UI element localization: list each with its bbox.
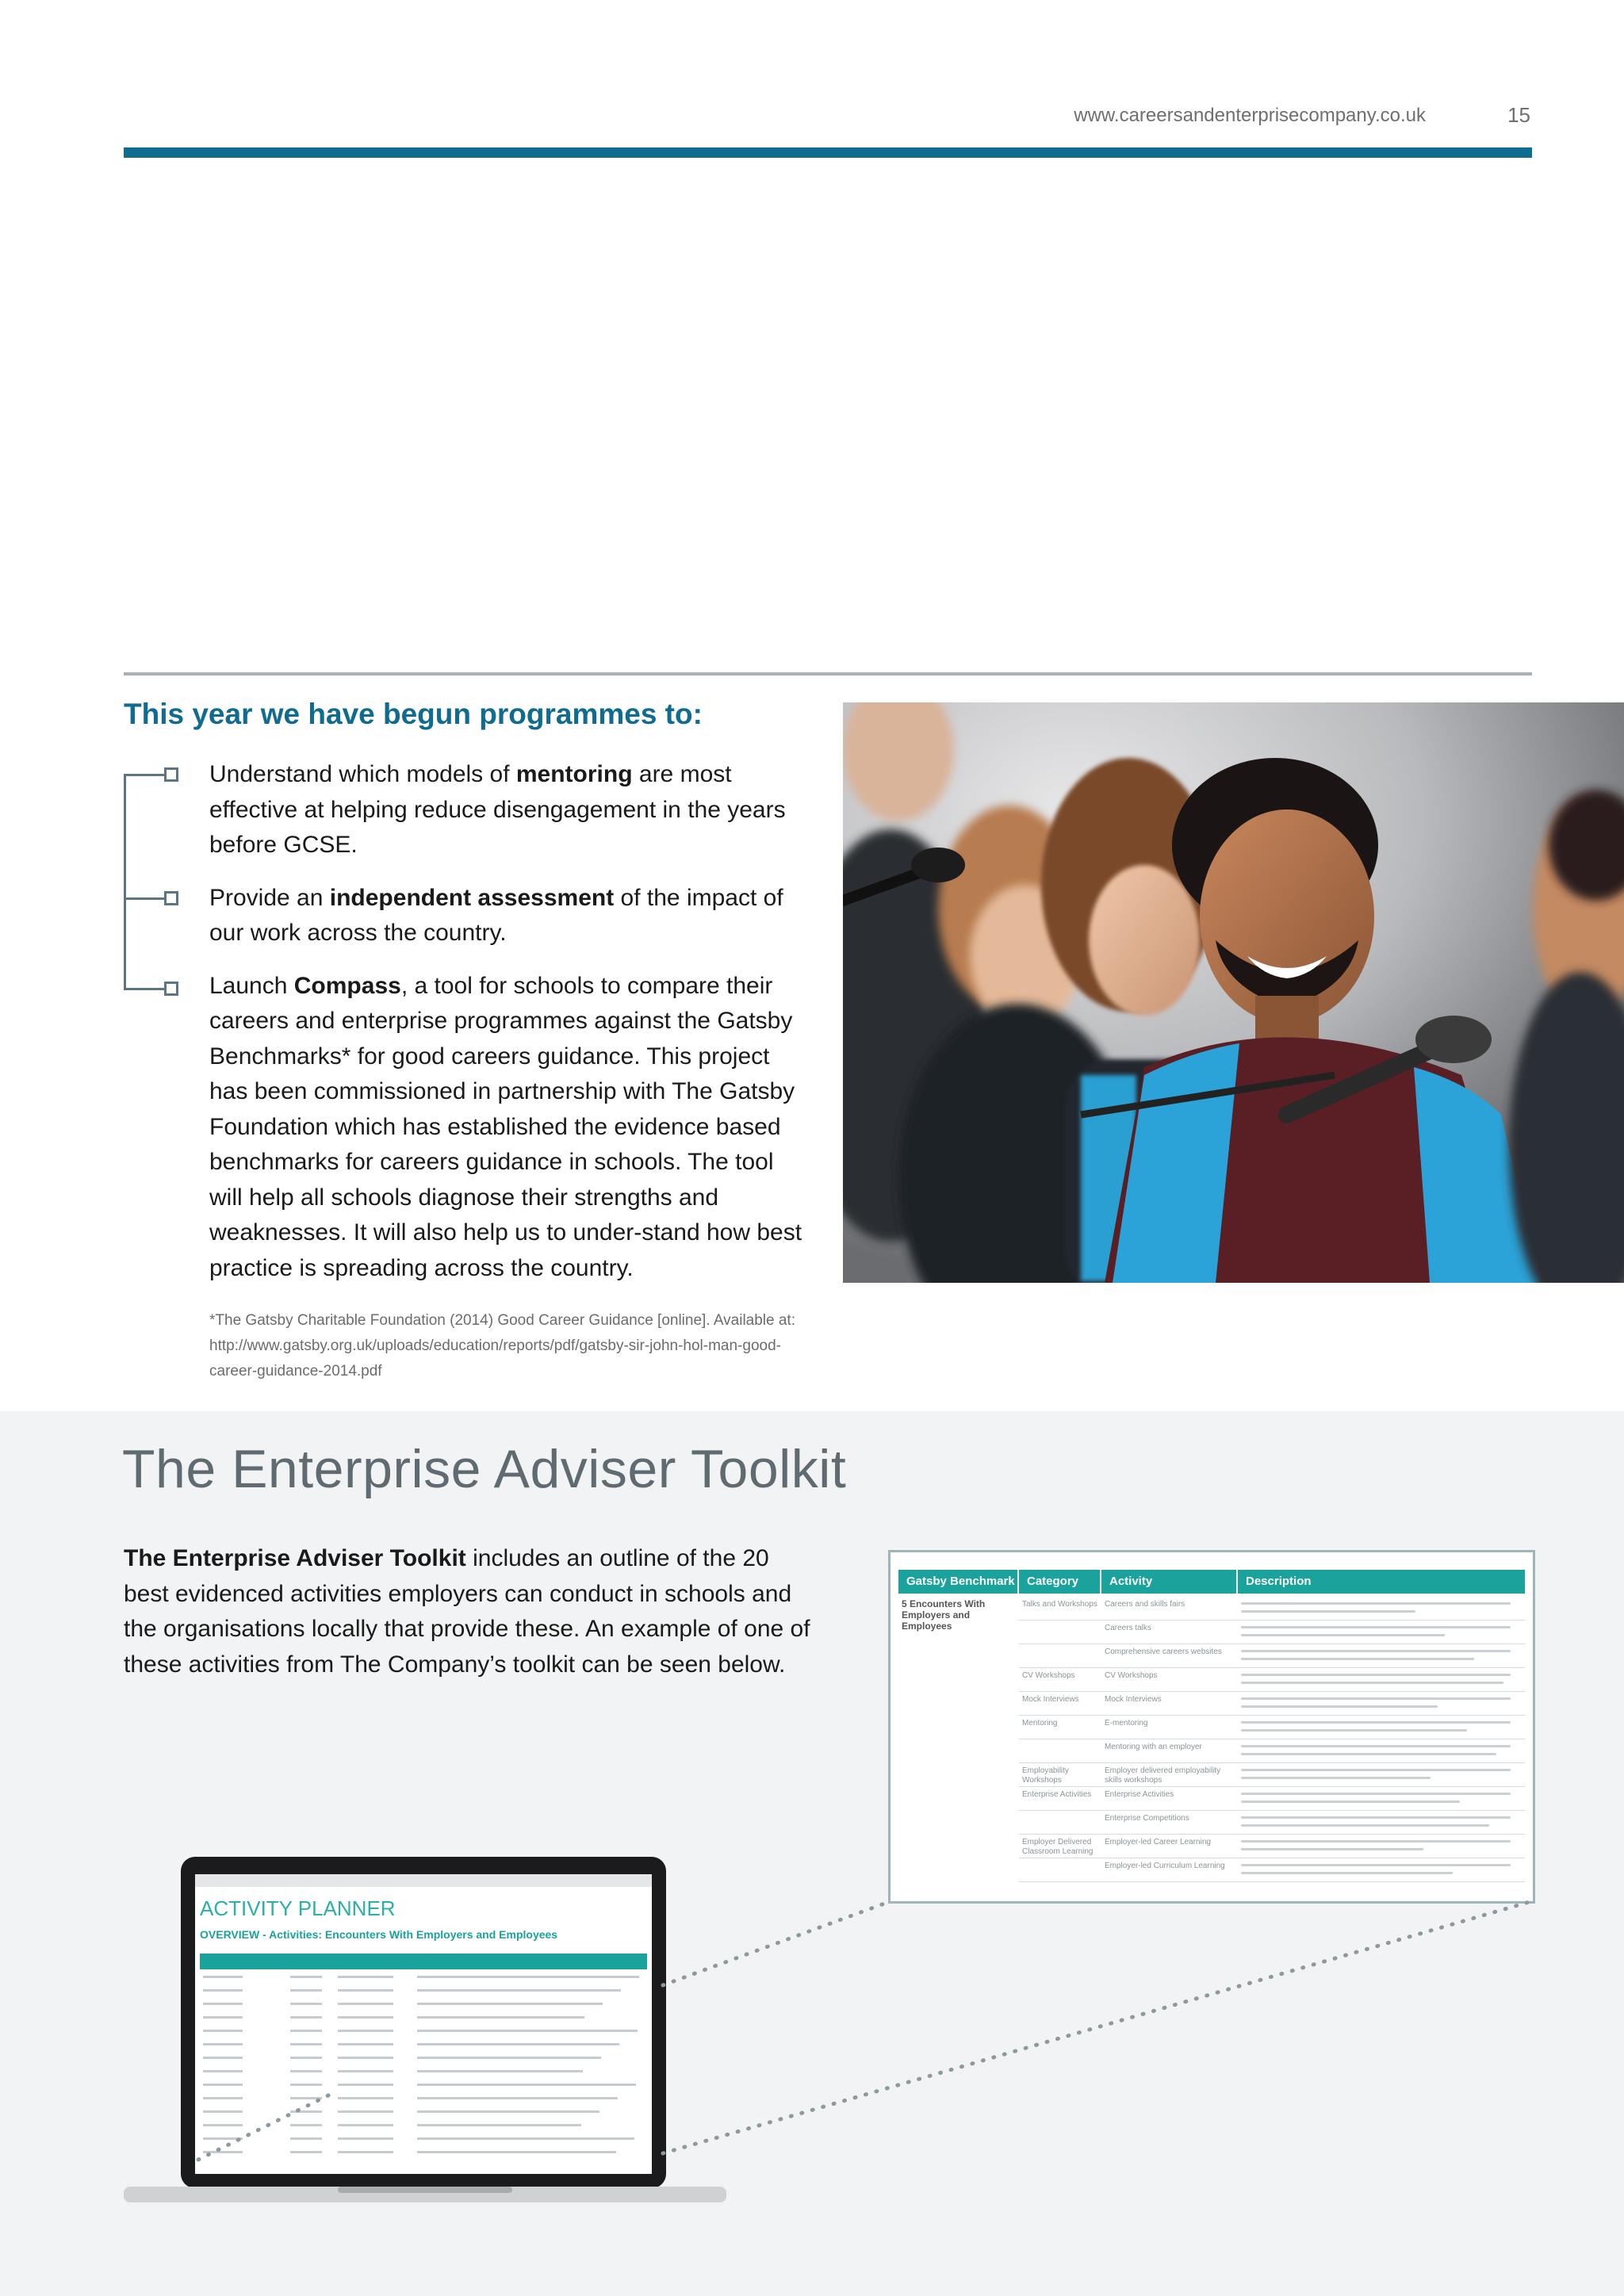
table-activity-cell: Enterprise Competitions [1105, 1814, 1189, 1823]
table-header: Description [1238, 1570, 1525, 1594]
activity-planner-title: ACTIVITY PLANNER [200, 1896, 396, 1920]
table-header: Gatsby Benchmark [898, 1570, 1017, 1594]
table-category-cell: Employer Delivered Classroom Learning [1022, 1838, 1094, 1856]
table-activity-cell: Mock Interviews [1105, 1695, 1162, 1704]
list-item: Understand which models of mentoring are most effective at helping reduce disengagement in the years before GCSE. [209, 761, 786, 858]
table-category-cell: Enterprise Activities [1022, 1790, 1092, 1799]
table-category-cell: Talks and Workshops [1022, 1600, 1097, 1609]
table-category-cell: Mock Interviews [1022, 1695, 1079, 1704]
toolkit-description: The Enterprise Adviser Toolkit includes an outline of the 20 best evidenced activities employers can conduct in schools and the organisations locally that provide these. An example of one of these activities from The Company’s toolkit can be seen below. [124, 1545, 810, 1678]
table-activity-cell: Enterprise Activities [1105, 1790, 1174, 1799]
list-item: Provide an independent assessment of the impact of our work across the country. [209, 884, 783, 946]
table-activity-cell: CV Workshops [1105, 1671, 1158, 1680]
table-first-cell: 5 Encounters With Employers and Employees [902, 1598, 986, 1632]
page-number: 15 [1507, 103, 1530, 127]
table-activity-cell: Careers talks [1105, 1624, 1151, 1632]
table-category-cell: Mentoring [1022, 1719, 1058, 1728]
table-activity-cell: Mentoring with an employer [1105, 1743, 1202, 1751]
table-activity-cell: Employer delivered employability skills workshops [1105, 1766, 1221, 1785]
table-activity-cell: Comprehensive careers websites [1105, 1647, 1222, 1656]
footnote: *The Gatsby Charitable Foundation (2014) Good Career Guidance [online]. Available at: http://www.gatsby.org.uk/uploads/education/reports/pdf/gatsby-sir-john-hol-man-good-career-guidance-2014.pdf [209, 1312, 795, 1380]
list-item: Launch Compass, a tool for schools to compare their careers and enterprise programmes against the Gatsby Benchmarks* for good careers guidance. This project has been commissioned in partnership with The Gatsby Foundation which has established the evidence based benchmarks for careers guidance in schools. The tool will help all schools diagnose their strengths and weaknesses. It will also help us to under-stand how best practice is spreading across the country. [209, 972, 802, 1281]
table-activity-cell: E-mentoring [1105, 1719, 1148, 1728]
activity-planner-subtitle: OVERVIEW - Activities: Encounters With Employers and Employees [200, 1928, 558, 1941]
table-activity-cell: Employer-led Career Learning [1105, 1838, 1211, 1846]
table-category-cell: Employability Workshops [1022, 1766, 1069, 1785]
table-header: Category [1019, 1570, 1100, 1594]
programmes-heading: This year we have begun programmes to: [124, 698, 703, 730]
table-activity-cell: Careers and skills fairs [1105, 1600, 1185, 1609]
website-url: www.careersandenterprisecompany.co.uk [1074, 105, 1426, 126]
table-category-cell: CV Workshops [1022, 1671, 1075, 1680]
table-header: Activity [1101, 1570, 1236, 1594]
toolkit-title: The Enterprise Adviser Toolkit [122, 1439, 847, 1499]
table-activity-cell: Employer-led Curriculum Learning [1105, 1862, 1225, 1870]
